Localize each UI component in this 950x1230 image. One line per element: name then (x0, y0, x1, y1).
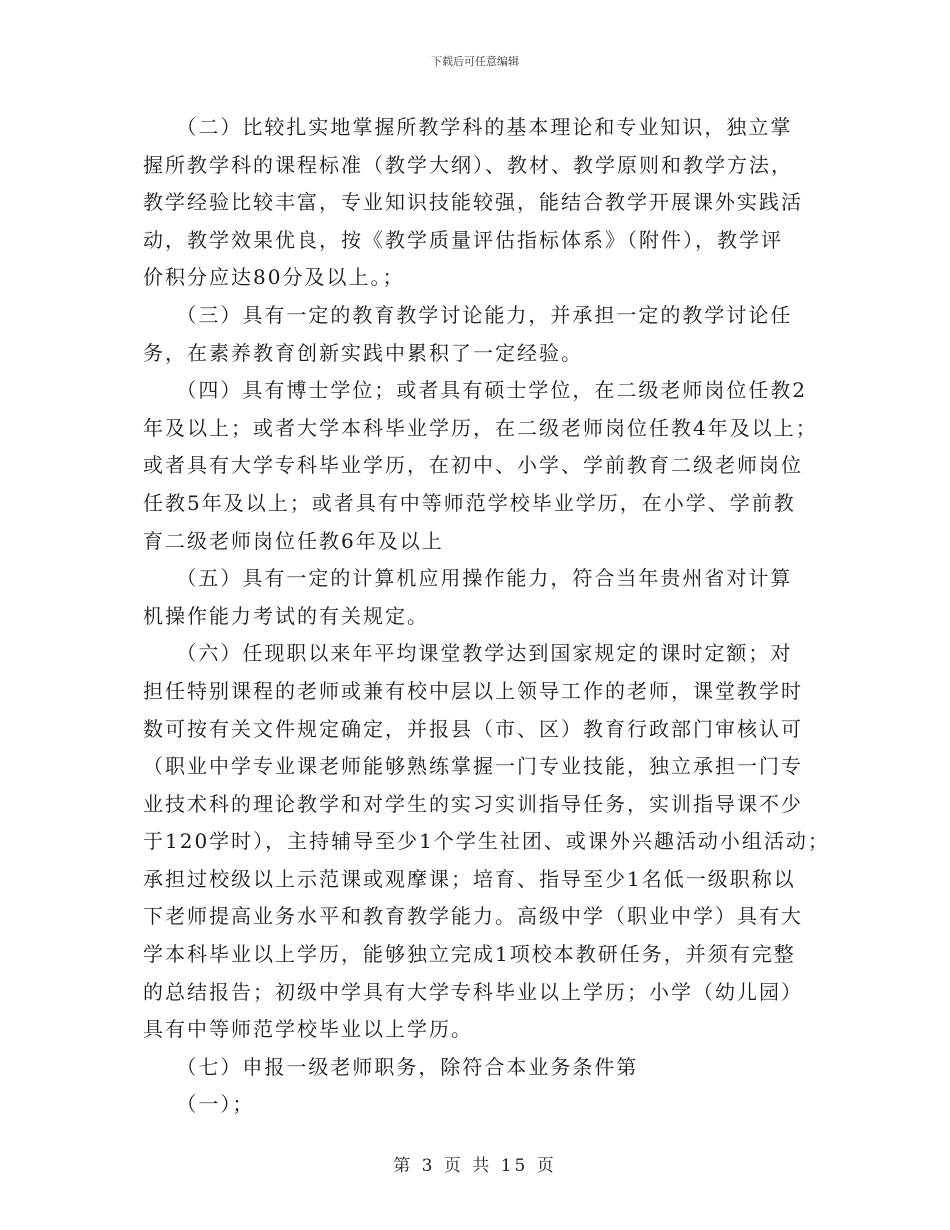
text-line: （六）任现职以来年平均课堂教学达到国家规定的课时定额；对 (143, 641, 793, 666)
page-number-footer: 第 3 页 共 15 页 (393, 1156, 557, 1176)
text-line: 或者具有大学专科毕业学历，在初中、小学、学前教育二级老师岗位 (143, 453, 803, 478)
text-line: 具有中等师范学校毕业以上学历。 (143, 1017, 473, 1042)
text-line: 承担过校级以上示范课或观摩课；培育、指导至少1名低一级职称以 (143, 866, 796, 891)
text-line: 下老师提高业务水平和教育教学能力。高级中学（职业中学）具有大 (143, 904, 803, 929)
text-line: （五）具有一定的计算机应用操作能力，符合当年贵州省对计算 (143, 566, 793, 591)
text-line: 数可按有关文件规定确定，并报县（市、区）教育行政部门审核认可 (143, 716, 803, 741)
text-line: （二）比较扎实地掌握所教学科的基本理论和专业知识，独立掌 (143, 115, 793, 139)
text-line: （职业中学专业课老师能够熟练掌握一门专业技能，独立承担一门专 (143, 754, 803, 779)
text-line: 任教5年及以上；或者具有中等师范学校毕业学历，在小学、学前教 (143, 490, 796, 515)
text-line: 育二级老师岗位任教6年及以上 (143, 528, 444, 553)
text-line: 握所教学科的课程标准（教学大纲）、教材、教学原则和教学方法， (143, 152, 793, 177)
text-line: 年及以上；或者大学本科毕业学历，在二级老师岗位任教4年及以上； (143, 415, 818, 440)
text-line: （一）； (143, 1092, 255, 1117)
text-line: 动，教学效果优良，按《教学质量评估指标体系》（附件），教学评 (143, 227, 783, 252)
text-line: 的总结报告；初级中学具有大学专科毕业以上学历；小学（幼儿园） (143, 979, 803, 1004)
text-line: 担任特别课程的老师或兼有校中层以上领导工作的老师，课堂教学时 (143, 678, 803, 703)
text-line: 业技术科的理论教学和对学生的实习实训指导任务，实训指导课不少 (143, 791, 803, 816)
text-line: 务，在素养教育创新实践中累积了一定经验。 (143, 340, 583, 365)
text-line: （三）具有一定的教育教学讨论能力，并承担一定的教学讨论任 (143, 302, 793, 327)
text-line: 学本科毕业以上学历，能够独立完成1项校本教研任务，并须有完整 (143, 942, 796, 967)
page-header: 下载后可任意编辑 (431, 55, 519, 68)
text-line: 于120学时），主持辅导至少1个学生社团、或课外兴趣活动小组活动； (143, 829, 830, 854)
text-line: 机操作能力考试的有关规定。 (143, 603, 429, 628)
text-line: （七）申报一级老师职务，除符合本业务条件第 (143, 1054, 639, 1079)
text-line: 教学经验比较丰富，专业知识技能较强，能结合教学开展课外实践活 (143, 190, 803, 215)
text-line: （四）具有博士学位；或者具有硕士学位，在二级老师岗位任教2 (143, 378, 808, 403)
text-line: 价积分应达80分及以上。； (143, 265, 405, 290)
document-body (143, 109, 830, 1124)
